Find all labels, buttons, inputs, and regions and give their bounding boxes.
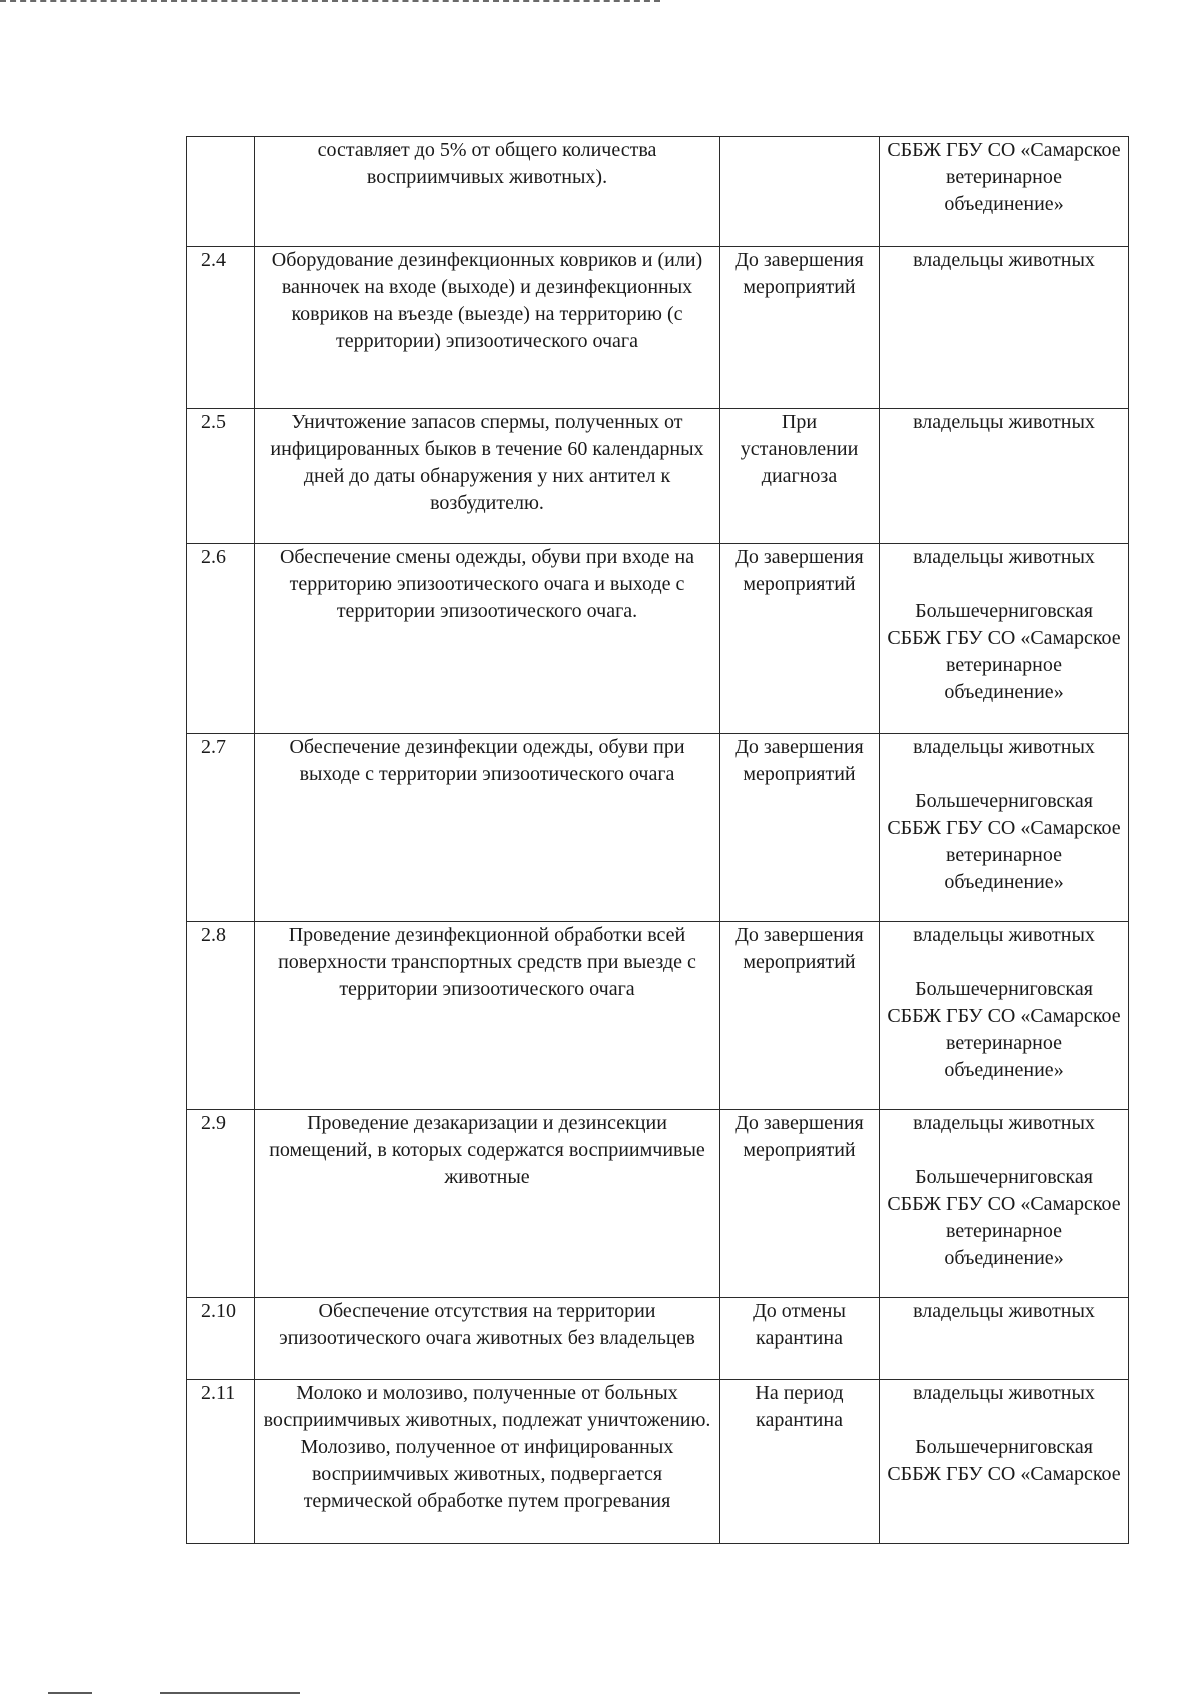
spacer xyxy=(886,1137,1122,1164)
spacer xyxy=(886,1407,1122,1434)
row-number: 2.6 xyxy=(187,544,255,734)
row-deadline: При установлении диагноза xyxy=(720,409,880,544)
row-responsible xyxy=(880,137,1129,247)
row-responsible xyxy=(880,544,1129,734)
row-responsible xyxy=(880,1380,1129,1544)
responsible-owners: владельцы животных xyxy=(913,546,1095,568)
table-row xyxy=(187,734,1129,922)
row-responsible xyxy=(880,734,1129,922)
row-deadline: До завершения мероприятий xyxy=(720,247,880,409)
responsible-organization: Большечерниговская СББЖ ГБУ СО «Самарское ветеринарное объединение» xyxy=(887,600,1121,703)
row-number: 2.5 xyxy=(187,409,255,544)
table-row xyxy=(187,247,1129,409)
row-action: Обеспечение дезинфекции одежды, обуви при выходе с территории эпизоотического очага xyxy=(255,734,720,922)
responsible-owners: владельцы животных xyxy=(913,1382,1095,1404)
row-deadline xyxy=(720,137,880,247)
responsible-organization: СББЖ ГБУ СО «Самарское ветеринарное объединение» xyxy=(887,139,1121,215)
measures-table xyxy=(186,136,1129,1544)
row-number: 2.7 xyxy=(187,734,255,922)
spacer xyxy=(886,761,1122,788)
responsible-owners: владельцы животных xyxy=(913,1300,1095,1322)
row-number: 2.9 xyxy=(187,1110,255,1298)
responsible-owners: владельцы животных xyxy=(913,411,1095,433)
row-action: Оборудование дезинфекционных ковриков и (или) ванночек на входе (выходе) и дезинфекционных ковриков на въезде (выезде) на территорию (с территории) эпизоотического очага xyxy=(255,247,720,409)
row-deadline: До завершения мероприятий xyxy=(720,1110,880,1298)
row-number: 2.8 xyxy=(187,922,255,1110)
row-action: Проведение дезинфекционной обработки всей поверхности транспортных средств при выезде с территории эпизоотического очага xyxy=(255,922,720,1110)
row-number: 2.11 xyxy=(187,1380,255,1544)
spacer xyxy=(886,949,1122,976)
spacer xyxy=(886,571,1122,598)
scan-edge-mark xyxy=(48,1692,92,1694)
scan-edge-mark xyxy=(160,1692,300,1694)
row-action: Уничтожение запасов спермы, полученных от инфицированных быков в течение 60 календарных дней до даты обнаружения у них антител к возбудителю. xyxy=(255,409,720,544)
table-row xyxy=(187,922,1129,1110)
table-row xyxy=(187,1110,1129,1298)
row-deadline: До завершения мероприятий xyxy=(720,544,880,734)
responsible-owners: владельцы животных xyxy=(913,249,1095,271)
row-deadline: До завершения мероприятий xyxy=(720,922,880,1110)
responsible-owners: владельцы животных xyxy=(913,736,1095,758)
row-deadline: До завершения мероприятий xyxy=(720,734,880,922)
responsible-organization: Большечерниговская СББЖ ГБУ СО «Самарское ветеринарное объединение» xyxy=(887,978,1121,1081)
row-deadline: На период карантина xyxy=(720,1380,880,1544)
responsible-owners: владельцы животных xyxy=(913,1112,1095,1134)
row-action: Обеспечение смены одежды, обуви при входе на территорию эпизоотического очага и выходе с территории эпизоотического очага. xyxy=(255,544,720,734)
row-action: Молоко и молозиво, полученные от больных восприимчивых животных, подлежат уничтожению. Молозиво, полученное от инфицированных восприимчивых животных, подвергается термической обработке путем прогревания xyxy=(255,1380,720,1544)
row-responsible xyxy=(880,922,1129,1110)
row-action: Проведение дезакаризации и дезинсекции помещений, в которых содержатся восприимчивые животные xyxy=(255,1110,720,1298)
row-number: 2.10 xyxy=(187,1298,255,1380)
row-number xyxy=(187,137,255,247)
responsible-owners: владельцы животных xyxy=(913,924,1095,946)
responsible-organization: Большечерниговская СББЖ ГБУ СО «Самарское ветеринарное объединение» xyxy=(887,1166,1121,1269)
table-row xyxy=(187,409,1129,544)
row-deadline: До отмены карантина xyxy=(720,1298,880,1380)
row-number: 2.4 xyxy=(187,247,255,409)
responsible-organization: Большечерниговская СББЖ ГБУ СО «Самарское xyxy=(887,1436,1121,1485)
table-row xyxy=(187,137,1129,247)
table-row xyxy=(187,544,1129,734)
table-row xyxy=(187,1380,1129,1544)
scan-edge-dashes-top xyxy=(0,0,660,2)
row-responsible xyxy=(880,247,1129,409)
row-action: составляет до 5% от общего количества восприимчивых животных). xyxy=(255,137,720,247)
table-row xyxy=(187,1298,1129,1380)
row-responsible xyxy=(880,1298,1129,1380)
row-action: Обеспечение отсутствия на территории эпизоотического очага животных без владельцев xyxy=(255,1298,720,1380)
responsible-organization: Большечерниговская СББЖ ГБУ СО «Самарское ветеринарное объединение» xyxy=(887,790,1121,893)
row-responsible xyxy=(880,409,1129,544)
row-responsible xyxy=(880,1110,1129,1298)
